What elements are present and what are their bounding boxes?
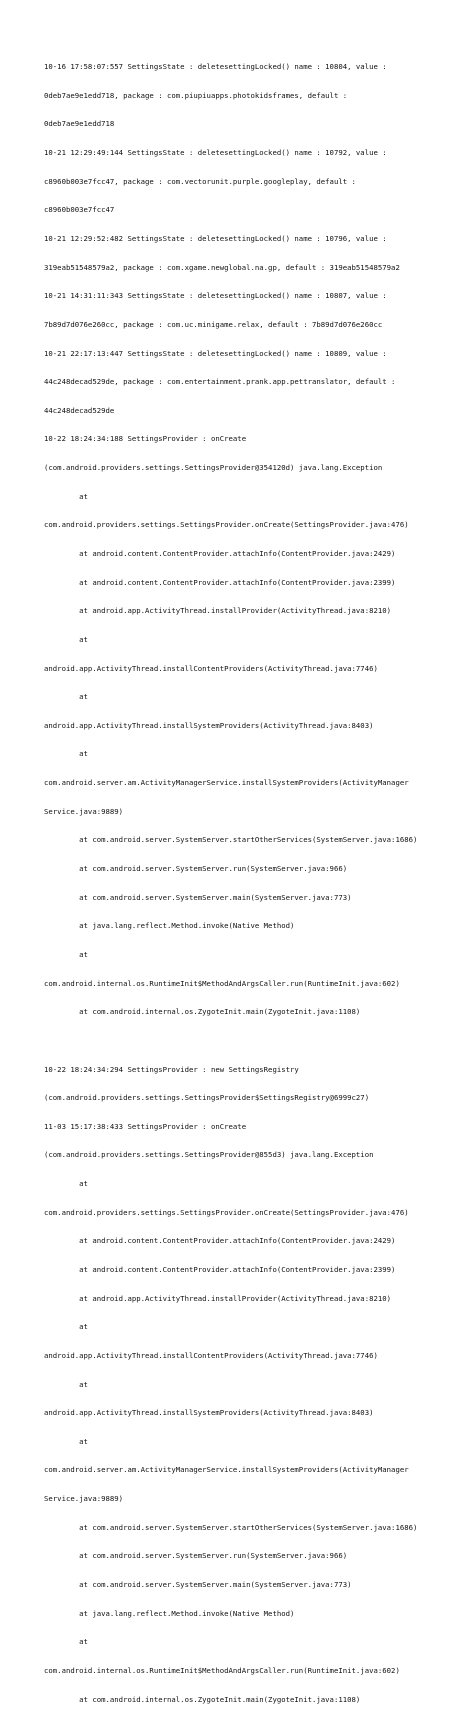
- log-line: at: [44, 1179, 88, 1189]
- log-line: at: [44, 1637, 88, 1647]
- log-line: 10-21 14:31:11:343 SettingsState : deletesettingLocked() name : 10807, value :: [44, 291, 387, 301]
- log-line: c8960b003e7fcc47, package : com.vectorunit.purple.googleplay, default :: [44, 176, 356, 186]
- log-line: at: [44, 692, 88, 702]
- log-line: at com.android.server.SystemServer.run(SystemServer.java:966): [44, 864, 348, 874]
- log-line: at: [44, 749, 88, 759]
- log-line: at com.android.server.SystemServer.startOtherServices(SystemServer.java:1686): [44, 835, 418, 845]
- log-text: [44, 43, 434, 1723]
- log-line: at android.app.ActivityThread.installProvider(ActivityThread.java:8210): [44, 1293, 392, 1303]
- log-line: at: [44, 949, 88, 959]
- log-line: com.android.internal.os.RuntimeInit$MethodAndArgsCaller.run(RuntimeInit.java:602): [44, 1665, 400, 1675]
- log-line: at com.android.server.SystemServer.main(SystemServer.java:773): [44, 1580, 352, 1590]
- log-line: (com.android.providers.settings.SettingsProvider@354120d) java.lang.Exception: [44, 463, 383, 473]
- log-line: at java.lang.reflect.Method.invoke(Native Method): [44, 1608, 295, 1618]
- log-line: com.android.server.am.ActivityManagerService.installSystemProviders(ActivityManager: [44, 1465, 409, 1475]
- log-line: at com.android.server.SystemServer.run(SystemServer.java:966): [44, 1551, 348, 1561]
- log-line: at android.content.ContentProvider.attachInfo(ContentProvider.java:2429): [44, 1236, 396, 1246]
- log-line: (com.android.providers.settings.SettingsProvider$SettingsRegistry@6999c27): [44, 1093, 370, 1103]
- log-line: com.android.providers.settings.SettingsProvider.onCreate(SettingsProvider.java:476): [44, 520, 409, 530]
- log-line: at android.content.ContentProvider.attachInfo(ContentProvider.java:2429): [44, 548, 396, 558]
- log-line: 10-21 22:17:13:447 SettingsState : deletesettingLocked() name : 10809, value :: [44, 348, 387, 358]
- log-line: android.app.ActivityThread.installSystemProviders(ActivityThread.java:8403): [44, 1408, 374, 1418]
- log-line: 10-21 12:29:49:144 SettingsState : deletesettingLocked() name : 10792, value :: [44, 148, 387, 158]
- log-line: at android.content.ContentProvider.attachInfo(ContentProvider.java:2399): [44, 1265, 396, 1274]
- log-line: at: [44, 1322, 88, 1332]
- log-line: com.android.providers.settings.SettingsProvider.onCreate(SettingsProvider.java:476): [44, 1207, 409, 1217]
- log-line: (com.android.providers.settings.SettingsProvider@855d3) java.lang.Exception: [44, 1150, 374, 1160]
- log-line: at: [44, 634, 88, 644]
- log-line: 10-22 18:24:34:188 SettingsProvider : onCreate: [44, 434, 247, 444]
- log-line: 10-16 17:58:07:557 SettingsState : deletesettingLocked() name : 10804, value :: [44, 62, 387, 72]
- log-line: at: [44, 1436, 88, 1446]
- log-line: 7b89d7d076e260cc, package : com.uc.minigame.relax, default : 7b89d7d076e260cc: [44, 319, 383, 329]
- log-line: 10-22 18:24:34:294 SettingsProvider : new SettingsRegistry: [44, 1064, 299, 1074]
- log-line: 11-03 15:17:38:433 SettingsProvider : onCreate: [44, 1121, 247, 1131]
- log-line: com.android.server.am.ActivityManagerService.installSystemProviders(ActivityManager: [44, 778, 409, 788]
- log-line: 10-21 12:29:52:482 SettingsState : deletesettingLocked() name : 10796, value :: [44, 233, 387, 243]
- log-line: Service.java:9889): [44, 1494, 124, 1504]
- log-line: 44c248decad529de: [44, 405, 115, 415]
- log-line: com.android.internal.os.RuntimeInit$MethodAndArgsCaller.run(RuntimeInit.java:602): [44, 978, 400, 988]
- log-line: c8960b003e7fcc47: [44, 205, 115, 215]
- log-line: android.app.ActivityThread.installSystemProviders(ActivityThread.java:8403): [44, 720, 374, 730]
- log-line: [44, 1036, 434, 1046]
- log-line: at android.content.ContentProvider.attachInfo(ContentProvider.java:2399): [44, 577, 396, 587]
- log-line: at com.android.internal.os.ZygoteInit.main(ZygoteInit.java:1108): [44, 1694, 361, 1704]
- log-line: 319eab51548579a2, package : com.xgame.newglobal.na.gp, default : 319eab51548579a2: [44, 262, 400, 272]
- log-line: 0deb7ae9e1edd718, package : com.piupiuapps.photokidsframes, default :: [44, 90, 348, 100]
- log-line: at android.app.ActivityThread.installProvider(ActivityThread.java:8210): [44, 606, 392, 616]
- log-line: at: [44, 1379, 88, 1389]
- log-line: Service.java:9889): [44, 806, 124, 816]
- log-line: at com.android.server.SystemServer.startOtherServices(SystemServer.java:1686): [44, 1522, 418, 1532]
- log-line: 44c248decad529de, package : com.entertainment.prank.app.pettranslator, default :: [44, 377, 396, 387]
- log-line: 0deb7ae9e1edd718: [44, 119, 115, 129]
- log-line: at java.lang.reflect.Method.invoke(Native Method): [44, 921, 295, 931]
- log-line: at com.android.server.SystemServer.main(SystemServer.java:773): [44, 892, 352, 902]
- log-line: at: [44, 491, 88, 501]
- log-line: at com.android.internal.os.ZygoteInit.main(ZygoteInit.java:1108): [44, 1007, 361, 1017]
- log-line: android.app.ActivityThread.installContentProviders(ActivityThread.java:7746): [44, 663, 378, 673]
- log-line: android.app.ActivityThread.installContentProviders(ActivityThread.java:7746): [44, 1350, 378, 1360]
